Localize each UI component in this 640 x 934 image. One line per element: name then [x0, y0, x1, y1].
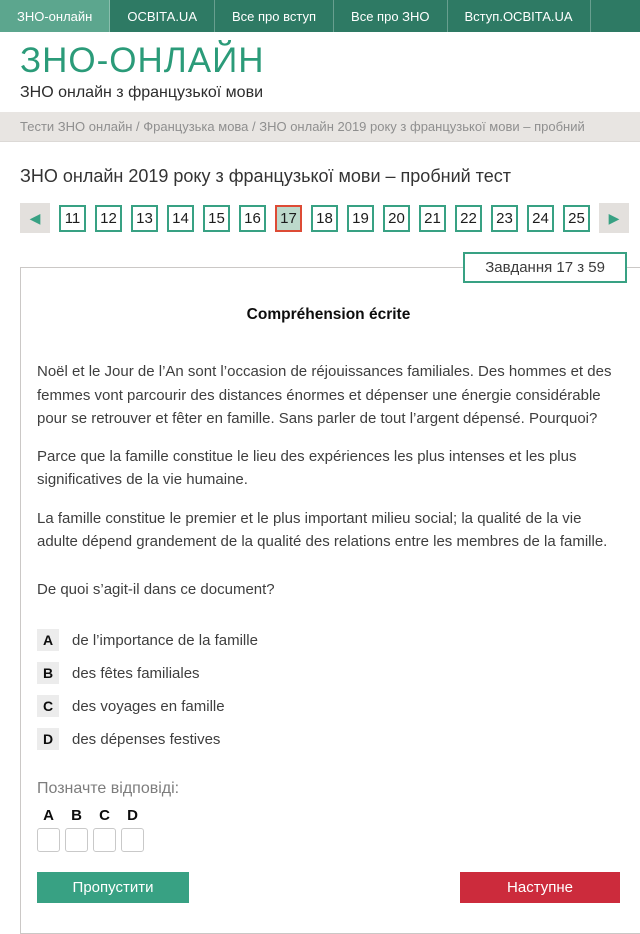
page-number-button[interactable]: 22: [455, 205, 482, 232]
nav-item-vse-pro-zno[interactable]: Все про ЗНО: [334, 0, 447, 32]
action-buttons: [37, 872, 620, 903]
answer-checkbox-row: [37, 828, 620, 852]
page-number-button[interactable]: 12: [95, 205, 122, 232]
answer-checkbox-c[interactable]: [93, 828, 116, 852]
page-number-button[interactable]: 19: [347, 205, 374, 232]
next-button[interactable]: Наступне: [460, 872, 620, 903]
page-number-button[interactable]: 11: [59, 205, 86, 232]
page-number-button[interactable]: 20: [383, 205, 410, 232]
question-paragraph: Parce que la famille constitue le lieu des expériences les plus intenses et les plus significatives de la vie humaine.: [37, 448, 577, 489]
answer-letter: A: [43, 807, 54, 825]
page-number-button[interactable]: 18: [311, 205, 338, 232]
left-arrow-icon: ◀: [29, 210, 41, 227]
option-d[interactable]: [37, 728, 620, 750]
answer-letter-row: [37, 807, 620, 824]
nav-item-zno-online[interactable]: ЗНО-онлайн: [0, 0, 110, 32]
task-counter-badge: Завдання 17 з 59: [463, 252, 627, 283]
option-b[interactable]: [37, 662, 620, 684]
answer-section: [37, 780, 620, 852]
answer-letter: B: [71, 807, 82, 825]
answer-label: Позначте відповіді:: [37, 780, 180, 798]
option-letter-chip: A: [37, 629, 59, 651]
option-letter-chip: B: [37, 662, 59, 684]
question-heading: Compréhension écrite: [246, 306, 411, 324]
page-number-button[interactable]: 25: [563, 205, 590, 232]
page-number-button[interactable]: 21: [419, 205, 446, 232]
site-subtitle: ЗНО онлайн з французької мови: [20, 84, 264, 102]
top-navigation: [0, 0, 640, 32]
option-text: de l’importance de la famille: [72, 631, 258, 649]
nav-item-osvita-ua[interactable]: ОСВІТА.UA: [110, 0, 215, 32]
answer-checkbox-d[interactable]: [121, 828, 144, 852]
question-paragraph: Noël et le Jour de l’An sont l’occasion de réjouissances familiales. Des hommes et des femmes vont parcourir des distances énormes et dépenser une énergie considérable pour se retrouver et fêter en famille. Sans parler de tout l’argent dépensé. Pourquoi?: [37, 363, 612, 427]
breadcrumb[interactable]: Тести ЗНО онлайн / Французька мова / ЗНО онлайн 2019 року з французької мови – пробний: [0, 112, 640, 142]
right-arrow-icon: ▶: [608, 210, 620, 227]
site-logo-title[interactable]: ЗНО-ОНЛАЙН: [20, 41, 265, 80]
nav-item-vse-pro-vstup[interactable]: Все про вступ: [215, 0, 334, 32]
page-number-button[interactable]: 24: [527, 205, 554, 232]
page-number-button[interactable]: 13: [131, 205, 158, 232]
question-prompt: De quoi s’agit-il dans ce document?: [37, 581, 275, 598]
option-text: des dépenses festives: [72, 730, 221, 748]
option-letter-chip: D: [37, 728, 59, 750]
question-panel: [20, 259, 640, 934]
nav-item-vstup-osvita-ua[interactable]: Вступ.ОСВІТА.UA: [448, 0, 591, 32]
question-pagination: [0, 203, 640, 233]
option-letter-chip: C: [37, 695, 59, 717]
question-paragraph: La famille constitue le premier et le plus important milieu social; la qualité de la vie adulte dépend grandement de la qualité des relations entre les membres de la famille.: [37, 509, 608, 550]
answer-letter: C: [99, 807, 110, 825]
option-text: des fêtes familiales: [72, 664, 200, 682]
answer-letter: D: [127, 807, 138, 825]
prev-page-button[interactable]: [20, 203, 50, 233]
page-number-button-current[interactable]: 17: [275, 205, 302, 232]
page-number-button[interactable]: 15: [203, 205, 230, 232]
answer-options: [37, 629, 620, 750]
next-page-button[interactable]: [599, 203, 629, 233]
answer-checkbox-b[interactable]: [65, 828, 88, 852]
page-number-button[interactable]: 16: [239, 205, 266, 232]
skip-button[interactable]: Пропустити: [37, 872, 189, 903]
option-a[interactable]: [37, 629, 620, 651]
answer-checkbox-a[interactable]: [37, 828, 60, 852]
site-header: [0, 32, 640, 112]
page-number-button[interactable]: 23: [491, 205, 518, 232]
option-c[interactable]: [37, 695, 620, 717]
page-title: ЗНО онлайн 2019 року з французької мови – пробний тест: [20, 166, 511, 187]
option-text: des voyages en famille: [72, 697, 225, 715]
page-number-button[interactable]: 14: [167, 205, 194, 232]
